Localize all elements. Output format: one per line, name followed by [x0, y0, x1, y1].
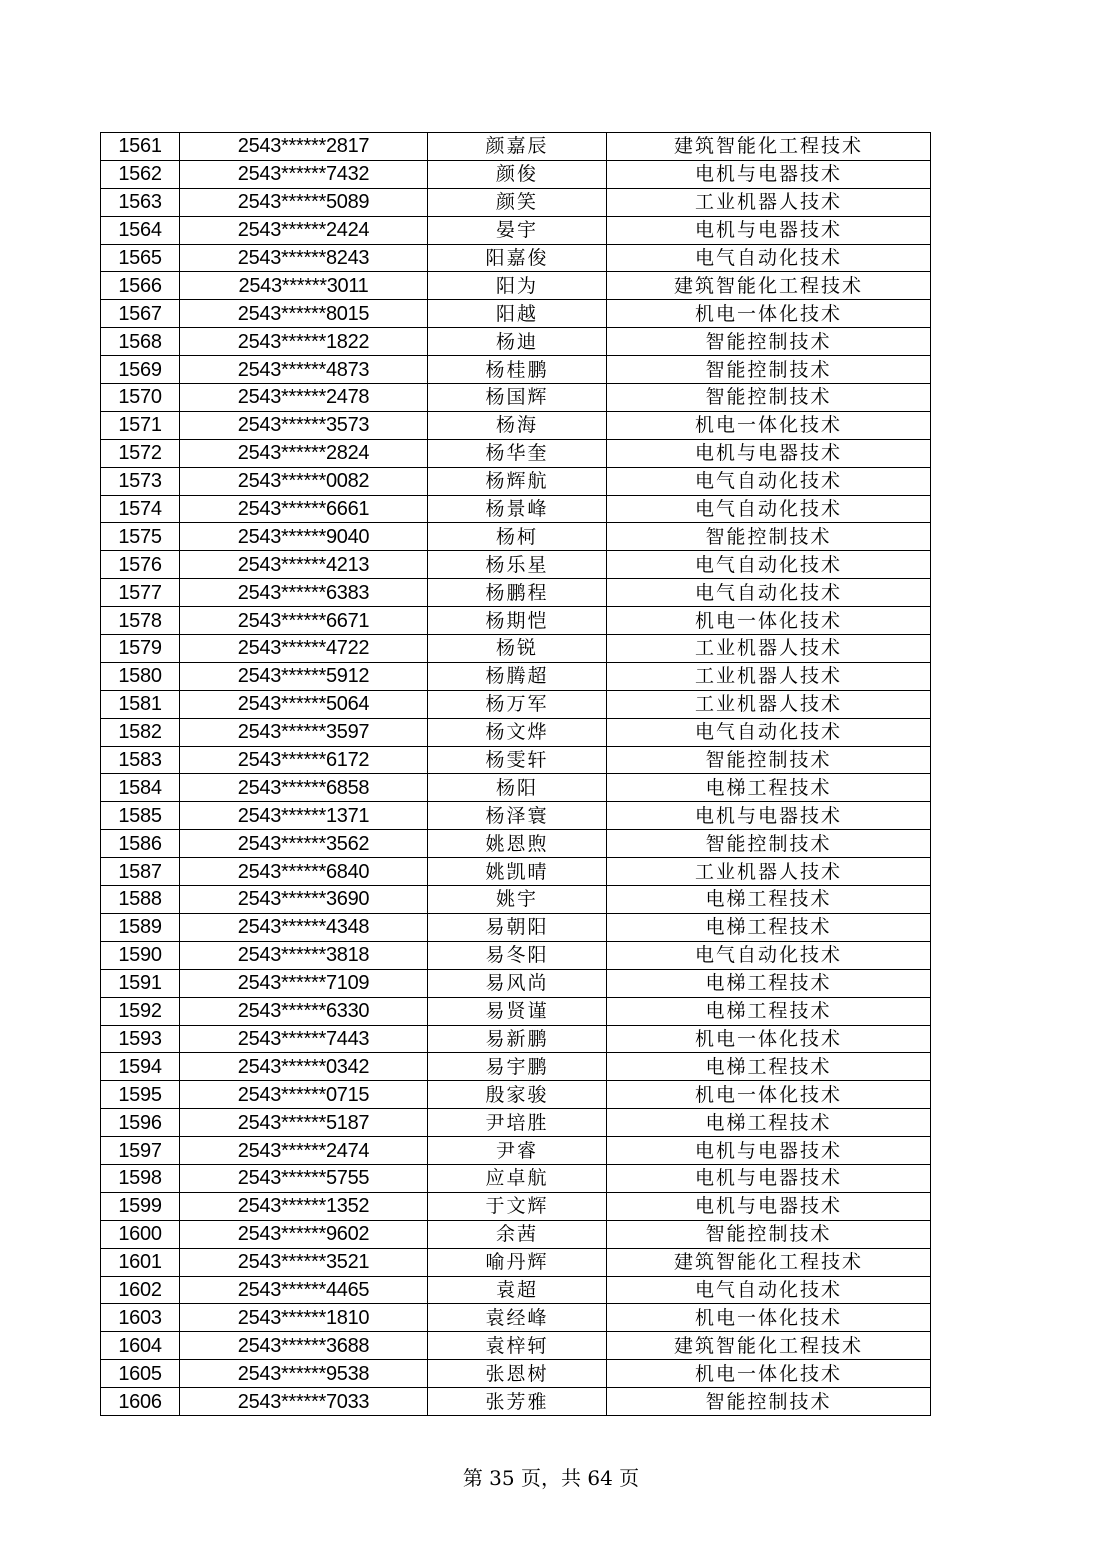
major-cell: 电气自动化技术: [607, 718, 931, 746]
student-name-cell: 颜嘉辰: [428, 133, 607, 161]
student-id-cell: 2543******0342: [180, 1053, 428, 1081]
table-row: [101, 913, 931, 941]
student-id-cell: 2543******5755: [180, 1164, 428, 1192]
table-row: [101, 1137, 931, 1165]
student-id-cell: 2543******7033: [180, 1388, 428, 1416]
major-cell: 电机与电器技术: [607, 439, 931, 467]
table-row: [101, 774, 931, 802]
major-cell: 机电一体化技术: [607, 1081, 931, 1109]
student-table: [100, 132, 931, 1416]
student-id-cell: 2543******6671: [180, 607, 428, 635]
student-name-cell: 杨鹏程: [428, 579, 607, 607]
major-cell: 智能控制技术: [607, 356, 931, 384]
row-number-cell: 1579: [101, 635, 180, 663]
major-cell: 建筑智能化工程技术: [607, 272, 931, 300]
student-id-cell: 2543******1371: [180, 802, 428, 830]
table-row: [101, 411, 931, 439]
student-id-cell: 2543******6661: [180, 495, 428, 523]
major-cell: 电机与电器技术: [607, 216, 931, 244]
major-cell: 电气自动化技术: [607, 467, 931, 495]
table-row: [101, 523, 931, 551]
major-cell: 电气自动化技术: [607, 941, 931, 969]
student-name-cell: 杨柯: [428, 523, 607, 551]
table-row: [101, 216, 931, 244]
student-name-cell: 尹睿: [428, 1137, 607, 1165]
table-row: [101, 941, 931, 969]
row-number-cell: 1585: [101, 802, 180, 830]
row-number-cell: 1602: [101, 1276, 180, 1304]
student-id-cell: 2543******2824: [180, 439, 428, 467]
major-cell: 智能控制技术: [607, 384, 931, 412]
student-name-cell: 易冬阳: [428, 941, 607, 969]
student-name-cell: 殷家骏: [428, 1081, 607, 1109]
row-number-cell: 1592: [101, 997, 180, 1025]
row-number-cell: 1589: [101, 913, 180, 941]
table-row: [101, 690, 931, 718]
major-cell: 智能控制技术: [607, 328, 931, 356]
row-number-cell: 1595: [101, 1081, 180, 1109]
student-name-cell: 易风尚: [428, 969, 607, 997]
student-name-cell: 阳嘉俊: [428, 244, 607, 272]
major-cell: 建筑智能化工程技术: [607, 133, 931, 161]
table-row: [101, 133, 931, 161]
major-cell: 电机与电器技术: [607, 1137, 931, 1165]
row-number-cell: 1566: [101, 272, 180, 300]
student-name-cell: 易新鹏: [428, 1025, 607, 1053]
row-number-cell: 1561: [101, 133, 180, 161]
major-cell: 电机与电器技术: [607, 802, 931, 830]
student-id-cell: 2543******0715: [180, 1081, 428, 1109]
table-row: [101, 718, 931, 746]
student-id-cell: 2543******5064: [180, 690, 428, 718]
table-row: [101, 1360, 931, 1388]
student-name-cell: 杨雯轩: [428, 746, 607, 774]
row-number-cell: 1576: [101, 551, 180, 579]
student-id-cell: 2543******3573: [180, 411, 428, 439]
row-number-cell: 1584: [101, 774, 180, 802]
row-number-cell: 1571: [101, 411, 180, 439]
student-name-cell: 杨国辉: [428, 384, 607, 412]
table-row: [101, 858, 931, 886]
row-number-cell: 1604: [101, 1332, 180, 1360]
student-name-cell: 颜笑: [428, 188, 607, 216]
row-number-cell: 1583: [101, 746, 180, 774]
table-row: [101, 997, 931, 1025]
student-id-cell: 2543******2424: [180, 216, 428, 244]
student-name-cell: 尹培胜: [428, 1109, 607, 1137]
student-name-cell: 姚宇: [428, 886, 607, 914]
student-id-cell: 2543******4722: [180, 635, 428, 663]
student-id-cell: 2543******5089: [180, 188, 428, 216]
table-row: [101, 1276, 931, 1304]
major-cell: 电机与电器技术: [607, 1192, 931, 1220]
table-row: [101, 1388, 931, 1416]
table-row: [101, 1081, 931, 1109]
major-cell: 工业机器人技术: [607, 188, 931, 216]
student-name-cell: 杨泽寰: [428, 802, 607, 830]
major-cell: 建筑智能化工程技术: [607, 1248, 931, 1276]
major-cell: 智能控制技术: [607, 1220, 931, 1248]
major-cell: 工业机器人技术: [607, 662, 931, 690]
row-number-cell: 1601: [101, 1248, 180, 1276]
student-id-cell: 2543******6172: [180, 746, 428, 774]
student-id-cell: 2543******9040: [180, 523, 428, 551]
student-name-cell: 喻丹辉: [428, 1248, 607, 1276]
row-number-cell: 1574: [101, 495, 180, 523]
student-id-cell: 2543******4465: [180, 1276, 428, 1304]
major-cell: 智能控制技术: [607, 830, 931, 858]
table-row: [101, 439, 931, 467]
major-cell: 电气自动化技术: [607, 579, 931, 607]
student-id-cell: 2543******2474: [180, 1137, 428, 1165]
row-number-cell: 1567: [101, 300, 180, 328]
student-id-cell: 2543******3597: [180, 718, 428, 746]
student-name-cell: 颜俊: [428, 160, 607, 188]
student-id-cell: 2543******9602: [180, 1220, 428, 1248]
student-name-cell: 张恩树: [428, 1360, 607, 1388]
major-cell: 工业机器人技术: [607, 858, 931, 886]
major-cell: 电梯工程技术: [607, 997, 931, 1025]
student-id-cell: 2543******4873: [180, 356, 428, 384]
row-number-cell: 1605: [101, 1360, 180, 1388]
student-name-cell: 易贤谨: [428, 997, 607, 1025]
student-name-cell: 易宇鹏: [428, 1053, 607, 1081]
student-id-cell: 2543******9538: [180, 1360, 428, 1388]
row-number-cell: 1562: [101, 160, 180, 188]
major-cell: 电梯工程技术: [607, 774, 931, 802]
student-name-cell: 应卓航: [428, 1164, 607, 1192]
student-name-cell: 杨华奎: [428, 439, 607, 467]
table-row: [101, 160, 931, 188]
table-row: [101, 830, 931, 858]
student-name-cell: 杨海: [428, 411, 607, 439]
row-number-cell: 1596: [101, 1109, 180, 1137]
student-name-cell: 袁梓轲: [428, 1332, 607, 1360]
table-row: [101, 467, 931, 495]
student-name-cell: 杨期恺: [428, 607, 607, 635]
student-id-cell: 2543******8015: [180, 300, 428, 328]
student-id-cell: 2543******0082: [180, 467, 428, 495]
row-number-cell: 1564: [101, 216, 180, 244]
student-id-cell: 2543******6858: [180, 774, 428, 802]
page-footer: 第 35 页，共 64 页: [462, 1466, 640, 1490]
student-id-cell: 2543******3818: [180, 941, 428, 969]
major-cell: 机电一体化技术: [607, 300, 931, 328]
student-id-cell: 2543******7109: [180, 969, 428, 997]
row-number-cell: 1569: [101, 356, 180, 384]
row-number-cell: 1606: [101, 1388, 180, 1416]
major-cell: 电机与电器技术: [607, 160, 931, 188]
table-row: [101, 579, 931, 607]
student-id-cell: 2543******8243: [180, 244, 428, 272]
row-number-cell: 1599: [101, 1192, 180, 1220]
major-cell: 电梯工程技术: [607, 1109, 931, 1137]
major-cell: 机电一体化技术: [607, 1360, 931, 1388]
table-row: [101, 1220, 931, 1248]
student-id-cell: 2543******3688: [180, 1332, 428, 1360]
row-number-cell: 1577: [101, 579, 180, 607]
row-number-cell: 1565: [101, 244, 180, 272]
table-row: [101, 1025, 931, 1053]
table-row: [101, 300, 931, 328]
student-name-cell: 杨腾超: [428, 662, 607, 690]
table-row: [101, 244, 931, 272]
major-cell: 工业机器人技术: [607, 635, 931, 663]
student-name-cell: 易朝阳: [428, 913, 607, 941]
major-cell: 电气自动化技术: [607, 244, 931, 272]
table-row: [101, 607, 931, 635]
student-name-cell: 杨文烨: [428, 718, 607, 746]
row-number-cell: 1590: [101, 941, 180, 969]
major-cell: 智能控制技术: [607, 523, 931, 551]
student-name-cell: 杨阳: [428, 774, 607, 802]
student-id-cell: 2543******7443: [180, 1025, 428, 1053]
student-id-cell: 2543******6330: [180, 997, 428, 1025]
major-cell: 电梯工程技术: [607, 886, 931, 914]
student-id-cell: 2543******1822: [180, 328, 428, 356]
row-number-cell: 1580: [101, 662, 180, 690]
table-row: [101, 802, 931, 830]
student-id-cell: 2543******3011: [180, 272, 428, 300]
student-name-cell: 于文辉: [428, 1192, 607, 1220]
student-name-cell: 袁经峰: [428, 1304, 607, 1332]
table-row: [101, 662, 931, 690]
major-cell: 机电一体化技术: [607, 1025, 931, 1053]
table-row: [101, 1304, 931, 1332]
student-name-cell: 杨桂鹏: [428, 356, 607, 384]
student-name-cell: 余茜: [428, 1220, 607, 1248]
student-name-cell: 杨迪: [428, 328, 607, 356]
row-number-cell: 1587: [101, 858, 180, 886]
table-row: [101, 356, 931, 384]
row-number-cell: 1578: [101, 607, 180, 635]
student-id-cell: 2543******4213: [180, 551, 428, 579]
student-id-cell: 2543******2817: [180, 133, 428, 161]
table-row: [101, 1332, 931, 1360]
major-cell: 机电一体化技术: [607, 607, 931, 635]
student-name-cell: 晏宇: [428, 216, 607, 244]
student-id-cell: 2543******5187: [180, 1109, 428, 1137]
table-row: [101, 328, 931, 356]
row-number-cell: 1586: [101, 830, 180, 858]
row-number-cell: 1570: [101, 384, 180, 412]
row-number-cell: 1582: [101, 718, 180, 746]
major-cell: 智能控制技术: [607, 746, 931, 774]
table-row: [101, 551, 931, 579]
student-name-cell: 袁超: [428, 1276, 607, 1304]
major-cell: 智能控制技术: [607, 1388, 931, 1416]
row-number-cell: 1600: [101, 1220, 180, 1248]
table-row: [101, 969, 931, 997]
table-row: [101, 746, 931, 774]
student-name-cell: 阳为: [428, 272, 607, 300]
student-id-cell: 2543******3562: [180, 830, 428, 858]
table-row: [101, 272, 931, 300]
student-id-cell: 2543******2478: [180, 384, 428, 412]
student-name-cell: 杨辉航: [428, 467, 607, 495]
table-row: [101, 1109, 931, 1137]
row-number-cell: 1591: [101, 969, 180, 997]
table-row: [101, 635, 931, 663]
student-id-cell: 2543******7432: [180, 160, 428, 188]
major-cell: 电梯工程技术: [607, 1053, 931, 1081]
table-row: [101, 1053, 931, 1081]
row-number-cell: 1568: [101, 328, 180, 356]
row-number-cell: 1588: [101, 886, 180, 914]
student-id-cell: 2543******3521: [180, 1248, 428, 1276]
major-cell: 电气自动化技术: [607, 1276, 931, 1304]
major-cell: 电机与电器技术: [607, 1164, 931, 1192]
student-name-cell: 杨景峰: [428, 495, 607, 523]
row-number-cell: 1594: [101, 1053, 180, 1081]
student-id-cell: 2543******1352: [180, 1192, 428, 1220]
student-name-cell: 杨万军: [428, 690, 607, 718]
student-id-cell: 2543******4348: [180, 913, 428, 941]
major-cell: 工业机器人技术: [607, 690, 931, 718]
row-number-cell: 1593: [101, 1025, 180, 1053]
table-row: [101, 1192, 931, 1220]
major-cell: 电气自动化技术: [607, 495, 931, 523]
table-row: [101, 188, 931, 216]
table-row: [101, 1248, 931, 1276]
student-id-cell: 2543******5912: [180, 662, 428, 690]
student-name-cell: 张芳雅: [428, 1388, 607, 1416]
student-table-body: [101, 133, 931, 1416]
major-cell: 电梯工程技术: [607, 913, 931, 941]
student-name-cell: 姚凯晴: [428, 858, 607, 886]
row-number-cell: 1563: [101, 188, 180, 216]
student-id-cell: 2543******1810: [180, 1304, 428, 1332]
student-name-cell: 阳越: [428, 300, 607, 328]
student-id-cell: 2543******6840: [180, 858, 428, 886]
table-row: [101, 384, 931, 412]
table-row: [101, 1164, 931, 1192]
student-name-cell: 杨乐星: [428, 551, 607, 579]
row-number-cell: 1573: [101, 467, 180, 495]
table-row: [101, 495, 931, 523]
row-number-cell: 1581: [101, 690, 180, 718]
row-number-cell: 1598: [101, 1164, 180, 1192]
major-cell: 建筑智能化工程技术: [607, 1332, 931, 1360]
table-row: [101, 886, 931, 914]
major-cell: 电梯工程技术: [607, 969, 931, 997]
row-number-cell: 1603: [101, 1304, 180, 1332]
major-cell: 电气自动化技术: [607, 551, 931, 579]
major-cell: 机电一体化技术: [607, 1304, 931, 1332]
student-name-cell: 姚恩煦: [428, 830, 607, 858]
row-number-cell: 1572: [101, 439, 180, 467]
row-number-cell: 1575: [101, 523, 180, 551]
student-name-cell: 杨锐: [428, 635, 607, 663]
major-cell: 机电一体化技术: [607, 411, 931, 439]
student-id-cell: 2543******6383: [180, 579, 428, 607]
student-id-cell: 2543******3690: [180, 886, 428, 914]
row-number-cell: 1597: [101, 1137, 180, 1165]
